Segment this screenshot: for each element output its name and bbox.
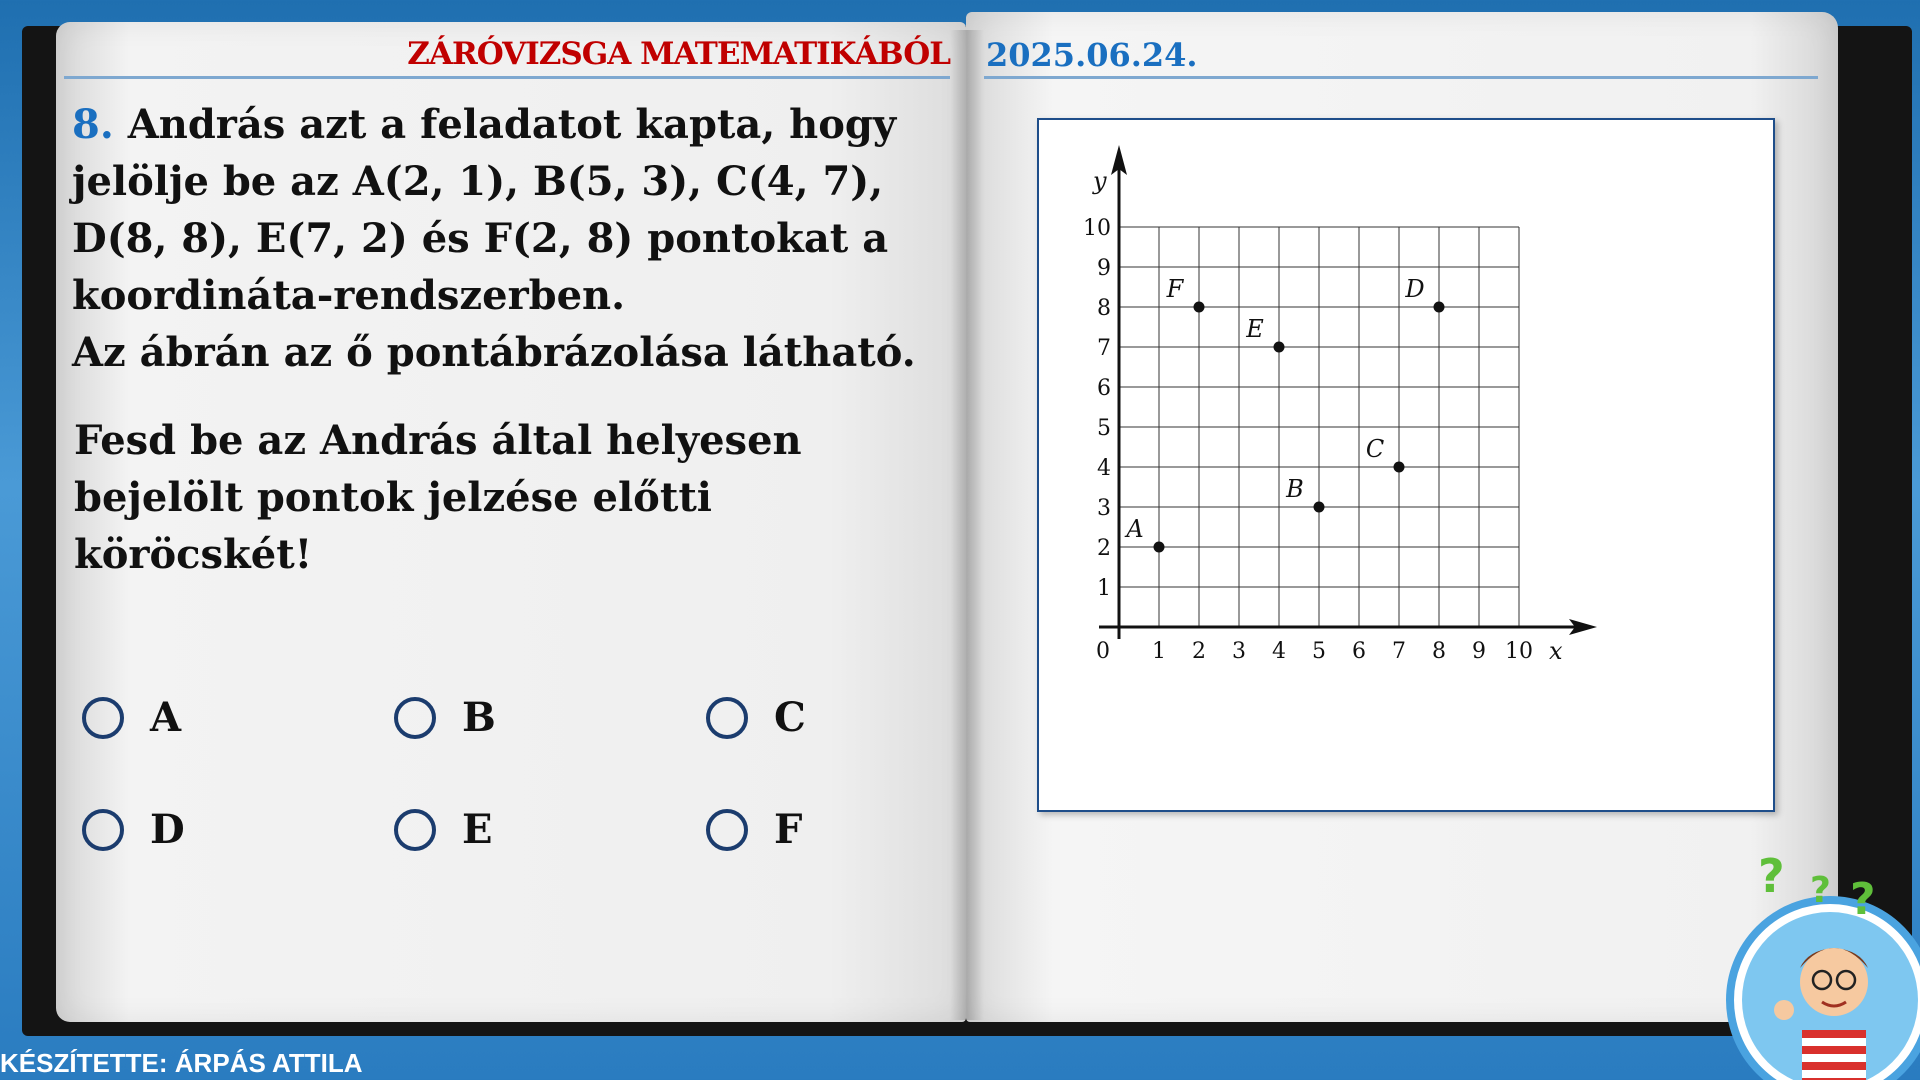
exam-date: 2025.06.24. (986, 36, 1198, 74)
instruction-line-3: köröcskét! (74, 531, 313, 578)
problem-line-3: D(8, 8), E(7, 2) és F(2, 8) pontokat a (72, 215, 889, 262)
x-tick-label: 6 (1352, 639, 1366, 664)
y-tick-label: 5 (1097, 416, 1111, 441)
coordinate-graph (1039, 120, 1773, 810)
option-c-label: C (774, 694, 806, 741)
problem-line-2: jelölje be az A(2, 1), B(5, 3), C(4, 7), (72, 158, 884, 205)
option-a[interactable] (82, 694, 181, 741)
instruction-line-2: bejelölt pontok jelzése előtti (74, 474, 712, 521)
header-divider-left (64, 76, 950, 79)
x-tick-label: 10 (1505, 639, 1533, 664)
option-b-label: B (462, 694, 496, 741)
coordinate-graph-panel (1037, 118, 1775, 812)
option-c[interactable] (706, 694, 806, 741)
exam-title: ZÁRÓVIZSGA MATEMATIKÁBÓL (407, 36, 950, 72)
y-axis-label: y (1093, 167, 1107, 195)
question-mark-icon: ? (1810, 870, 1831, 911)
x-tick-label: 4 (1272, 639, 1286, 664)
problem-statement (72, 96, 920, 381)
x-axis-label: x (1549, 637, 1563, 665)
problem-line-5: Az ábrán az ő pontábrázolása látható. (72, 329, 916, 376)
thumb-hand (1774, 1000, 1794, 1020)
option-d-label: D (150, 806, 185, 853)
x-tick-label: 0 (1096, 639, 1110, 664)
x-tick-label: 2 (1192, 639, 1206, 664)
point-label-e: E (1246, 315, 1264, 343)
y-tick-label: 9 (1097, 256, 1111, 281)
x-tick-label: 7 (1392, 639, 1406, 664)
instruction-line-1: Fesd be az András által helyesen (74, 417, 802, 464)
question-mark-icon: ? (1850, 874, 1876, 925)
point-e (1274, 342, 1285, 353)
point-label-a: A (1126, 515, 1144, 543)
x-tick-label: 8 (1432, 639, 1446, 664)
x-tick-label: 3 (1232, 639, 1246, 664)
problem-line-4: koordináta-rendszerben. (72, 272, 626, 319)
y-tick-label: 8 (1097, 296, 1111, 321)
x-tick-label: 9 (1472, 639, 1486, 664)
point-c (1394, 462, 1405, 473)
mascot-illustration (1710, 850, 1920, 1080)
option-d[interactable] (82, 806, 185, 853)
point-label-d: D (1405, 275, 1425, 303)
point-b (1314, 502, 1325, 513)
problem-number: 8. (72, 101, 114, 148)
y-tick-label: 10 (1083, 216, 1111, 241)
option-e-circle[interactable] (394, 809, 436, 851)
y-tick-label: 4 (1097, 456, 1111, 481)
y-tick-label: 6 (1097, 376, 1111, 401)
y-tick-label: 7 (1097, 336, 1111, 361)
instruction-text (74, 412, 922, 583)
option-b[interactable] (394, 694, 496, 741)
point-d (1434, 302, 1445, 313)
point-a (1154, 542, 1165, 553)
y-tick-label: 1 (1097, 576, 1111, 601)
y-tick-label: 2 (1097, 536, 1111, 561)
point-label-f: F (1166, 275, 1184, 303)
option-e[interactable] (394, 806, 493, 853)
option-e-label: E (462, 806, 493, 853)
point-label-b: B (1286, 475, 1304, 503)
point-label-c: C (1365, 435, 1385, 463)
option-a-circle[interactable] (82, 697, 124, 739)
point-f (1194, 302, 1205, 313)
problem-line-1: 8. András azt a feladatot kapta, hogy (72, 101, 897, 148)
option-f-circle[interactable] (706, 809, 748, 851)
x-tick-label: 5 (1312, 639, 1326, 664)
option-b-circle[interactable] (394, 697, 436, 739)
author-credit: KÉSZÍTETTE: ÁRPÁS ATTILA (0, 1048, 363, 1078)
option-a-label: A (150, 694, 182, 741)
option-c-circle[interactable] (706, 697, 748, 739)
option-f-label: F (774, 806, 803, 853)
book-spine (950, 30, 984, 1020)
x-tick-label: 1 (1152, 639, 1166, 664)
option-d-circle[interactable] (82, 809, 124, 851)
y-tick-label: 3 (1097, 496, 1111, 521)
option-f[interactable] (706, 806, 802, 853)
question-mark-icon: ? (1758, 850, 1785, 903)
header-divider-right (984, 76, 1818, 79)
